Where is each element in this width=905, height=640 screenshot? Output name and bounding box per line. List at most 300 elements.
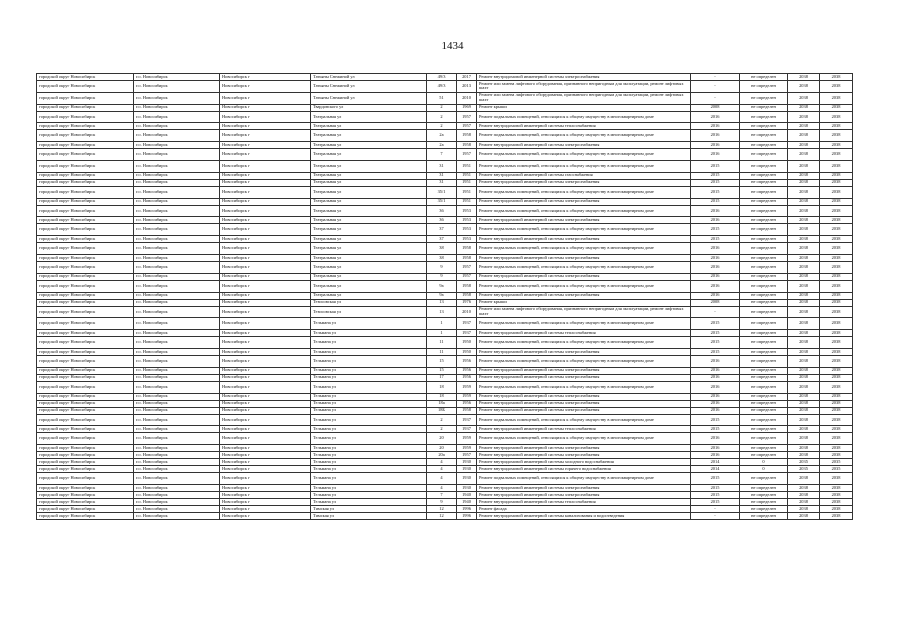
work-type-cell: Ремонт подвальных помещений, относящихся к общему имуществу в многоквартирном доме [477, 160, 691, 172]
house-number-cell: 2а [427, 142, 457, 149]
work-type-cell: Ремонт внутридомовой инженерной системы теплоснабжения [477, 330, 691, 337]
work-type-cell: Ремонт подвальных помещений, относящихся к общему имуществу в многоквартирном доме [477, 381, 691, 393]
work-type-cell: Ремонт внутридомовой инженерной системы электроснабжения [477, 374, 691, 381]
work-type-cell: Ремонт подвальных помещений, относящихся к общему имуществу в многоквартирном доме [477, 337, 691, 349]
plan-end-cell: 2038 [820, 330, 853, 337]
table-row [37, 217, 853, 224]
plan-end-cell: 2038 [820, 74, 853, 81]
house-number-cell: 13 [427, 299, 457, 306]
plan-start-cell: 2038 [788, 498, 820, 505]
settlement-cell: Новосибирск г [220, 337, 311, 349]
plan-end-cell: 2038 [820, 484, 853, 491]
status-cell: не определен [740, 330, 788, 337]
street-cell: Театральная ул [311, 160, 427, 172]
street-cell: Театральная ул [311, 149, 427, 161]
year-cell: 1959 [457, 393, 477, 400]
year-cell: 1951 [457, 198, 477, 205]
plan-start-cell: 2038 [788, 280, 820, 292]
status-cell: не определен [740, 292, 788, 299]
municipality-cell: городской округ Новосибирск [37, 92, 134, 104]
work-type-cell: Ремонт подвальных помещений, относящихся к общему имуществу в многоквартирном доме [477, 205, 691, 217]
status-cell: не определен [740, 160, 788, 172]
work-type-cell: Ремонт внутридомовой инженерной системы электроснабжения [477, 292, 691, 299]
year-cell: 1958 [457, 407, 477, 414]
city-district-cell: г.о. Новосибирск [134, 104, 220, 111]
year-cell: 1940 [457, 498, 477, 505]
settlement-cell: Новосибирск г [220, 205, 311, 217]
house-number-cell: 15 [427, 367, 457, 374]
street-cell: Тимская ул [311, 512, 427, 519]
settlement-cell: Новосибирск г [220, 318, 311, 330]
table-row [37, 186, 853, 198]
house-number-cell: 49/3 [427, 74, 457, 81]
plan-end-cell: 2038 [820, 400, 853, 407]
year-cell: 1937 [457, 426, 477, 433]
settlement-cell: Новосибирск г [220, 445, 311, 452]
municipality-cell: городской округ Новосибирск [37, 381, 134, 393]
year-cell: 1996 [457, 505, 477, 512]
settlement-cell: Новосибирск г [220, 160, 311, 172]
work-type-cell: Ремонт внутридомовой инженерной системы теплоснабжения [477, 498, 691, 505]
settlement-cell: Новосибирск г [220, 491, 311, 498]
status-cell: не определен [740, 426, 788, 433]
street-cell: Тельмана ул [311, 414, 427, 426]
municipality-cell: городской округ Новосибирск [37, 348, 134, 355]
settlement-cell: Новосибирск г [220, 407, 311, 414]
status-cell: не определен [740, 224, 788, 236]
work-type-cell: Ремонт подвальных помещений, относящихся к общему имуществу в многоквартирном доме [477, 130, 691, 142]
year-cell: 1930 [457, 466, 477, 473]
city-district-cell: г.о. Новосибирск [134, 254, 220, 261]
city-district-cell: г.о. Новосибирск [134, 130, 220, 142]
street-cell: Тельмана ул [311, 452, 427, 459]
last-repair-year-cell: 2015 [691, 160, 740, 172]
status-cell: не определен [740, 452, 788, 459]
settlement-cell: Новосибирск г [220, 254, 311, 261]
work-type-cell: Ремонт внутридомовой инженерной системы электроснабжения [477, 273, 691, 280]
settlement-cell: Новосибирск г [220, 224, 311, 236]
street-cell: Тельмана ул [311, 473, 427, 485]
work-type-cell: Ремонт подвальных помещений, относящихся к общему имуществу в многоквартирном доме [477, 261, 691, 273]
street-cell: Тимская ул [311, 505, 427, 512]
street-cell: Тельмана ул [311, 498, 427, 505]
city-district-cell: г.о. Новосибирск [134, 407, 220, 414]
year-cell: 2013 [457, 81, 477, 93]
plan-end-cell: 2038 [820, 104, 853, 111]
status-cell: не определен [740, 484, 788, 491]
status-cell: не определен [740, 498, 788, 505]
last-repair-year-cell: 2008 [691, 104, 740, 111]
house-number-cell: 38 [427, 243, 457, 255]
city-district-cell: г.о. Новосибирск [134, 179, 220, 186]
house-number-cell: 20 [427, 445, 457, 452]
table-row [37, 172, 853, 179]
plan-end-cell: 2038 [820, 512, 853, 519]
status-cell: не определен [740, 123, 788, 130]
last-repair-year-cell: 2016 [691, 374, 740, 381]
work-type-cell: Ремонт внутридомовой инженерной системы теплоснабжения [477, 426, 691, 433]
city-district-cell: г.о. Новосибирск [134, 473, 220, 485]
table-row [37, 299, 853, 306]
street-cell: Театральная ул [311, 172, 427, 179]
city-district-cell: г.о. Новосибирск [134, 452, 220, 459]
street-cell: Театральная ул [311, 123, 427, 130]
work-type-cell: Ремонт подвальных помещений, относящихся к общему имуществу в многоквартирном доме [477, 433, 691, 445]
plan-start-cell: 2038 [788, 473, 820, 485]
table-row [37, 123, 853, 130]
year-cell: 1957 [457, 261, 477, 273]
work-type-cell: Ремонт внутридомовой инженерной системы электроснабжения [477, 400, 691, 407]
plan-start-cell: 2038 [788, 299, 820, 306]
street-cell: Театральная ул [311, 243, 427, 255]
year-cell: 1953 [457, 224, 477, 236]
last-repair-year-cell: 2016 [691, 445, 740, 452]
year-cell: 1956 [457, 374, 477, 381]
plan-start-cell: 2038 [788, 348, 820, 355]
last-repair-year-cell: 2015 [691, 198, 740, 205]
settlement-cell: Новосибирск г [220, 142, 311, 149]
work-type-cell: Ремонт внутридомовой инженерной системы электроснабжения [477, 484, 691, 491]
city-district-cell: г.о. Новосибирск [134, 433, 220, 445]
street-cell: Тельмана ул [311, 459, 427, 466]
plan-end-cell: 2038 [820, 445, 853, 452]
status-cell: не определен [740, 381, 788, 393]
street-cell: Театральная ул [311, 280, 427, 292]
work-type-cell: Ремонт фасада [477, 505, 691, 512]
house-number-cell: 4 [427, 466, 457, 473]
plan-start-cell: 2038 [788, 172, 820, 179]
year-cell: 1950 [457, 337, 477, 349]
street-cell: Театральная ул [311, 142, 427, 149]
city-district-cell: г.о. Новосибирск [134, 111, 220, 123]
last-repair-year-cell: - [691, 74, 740, 81]
municipality-cell: городской округ Новосибирск [37, 459, 134, 466]
year-cell: 1959 [457, 433, 477, 445]
house-number-cell: 9 [427, 498, 457, 505]
municipality-cell: городской округ Новосибирск [37, 367, 134, 374]
work-type-cell: Ремонт внутридомовой инженерной системы газоснабжения [477, 172, 691, 179]
status-cell: не определен [740, 306, 788, 318]
city-district-cell: г.о. Новосибирск [134, 306, 220, 318]
status-cell: не определен [740, 400, 788, 407]
municipality-cell: городской округ Новосибирск [37, 186, 134, 198]
last-repair-year-cell: 2015 [691, 179, 740, 186]
city-district-cell: г.о. Новосибирск [134, 318, 220, 330]
house-number-cell: 18а [427, 400, 457, 407]
city-district-cell: г.о. Новосибирск [134, 299, 220, 306]
plan-start-cell: 2038 [788, 142, 820, 149]
municipality-cell: городской округ Новосибирск [37, 407, 134, 414]
status-cell: не определен [740, 130, 788, 142]
street-cell: Тельмана ул [311, 393, 427, 400]
table-row [37, 273, 853, 280]
plan-end-cell: 2038 [820, 318, 853, 330]
plan-end-cell: 2038 [820, 81, 853, 93]
year-cell: 1956 [457, 400, 477, 407]
last-repair-year-cell: 2016 [691, 205, 740, 217]
last-repair-year-cell: 2016 [691, 254, 740, 261]
last-repair-year-cell: 2015 [691, 498, 740, 505]
table-row [37, 407, 853, 414]
table-row [37, 149, 853, 161]
house-number-cell: 38 [427, 254, 457, 261]
table-row [37, 160, 853, 172]
plan-start-cell: 2038 [788, 433, 820, 445]
year-cell: 1953 [457, 217, 477, 224]
year-cell: 2010 [457, 306, 477, 318]
plan-start-cell: 2038 [788, 318, 820, 330]
year-cell: 1957 [457, 149, 477, 161]
municipality-cell: городской округ Новосибирск [37, 393, 134, 400]
municipality-cell: городской округ Новосибирск [37, 473, 134, 485]
plan-end-cell: 2038 [820, 160, 853, 172]
municipality-cell: городской округ Новосибирск [37, 498, 134, 505]
city-district-cell: г.о. Новосибирск [134, 414, 220, 426]
street-cell: Татьяны Снежиной ул [311, 92, 427, 104]
year-cell: 1930 [457, 473, 477, 485]
plan-end-cell: 2038 [820, 337, 853, 349]
settlement-cell: Новосибирск г [220, 330, 311, 337]
plan-start-cell: 2038 [788, 198, 820, 205]
status-cell: не определен [740, 205, 788, 217]
municipality-cell: городской округ Новосибирск [37, 512, 134, 519]
settlement-cell: Новосибирск г [220, 381, 311, 393]
plan-end-cell: 2038 [820, 243, 853, 255]
settlement-cell: Новосибирск г [220, 149, 311, 161]
plan-start-cell: 2038 [788, 491, 820, 498]
status-cell: не определен [740, 198, 788, 205]
settlement-cell: Новосибирск г [220, 217, 311, 224]
work-type-cell: Ремонт внутридомовой инженерной системы электроснабжения [477, 367, 691, 374]
municipality-cell: городской округ Новосибирск [37, 414, 134, 426]
work-type-cell: Ремонт внутридомовой инженерной системы канализования и водоотведения [477, 512, 691, 519]
plan-start-cell: 2038 [788, 355, 820, 367]
work-type-cell: Ремонт внутридомовой инженерной системы электроснабжения [477, 236, 691, 243]
status-cell: не определен [740, 473, 788, 485]
table-row [37, 330, 853, 337]
street-cell: Тельмана ул [311, 374, 427, 381]
plan-end-cell: 2038 [820, 374, 853, 381]
work-type-cell: Ремонт внутридомовой инженерной системы теплоснабжения [477, 123, 691, 130]
year-cell: 1956 [457, 367, 477, 374]
municipality-cell: городской округ Новосибирск [37, 491, 134, 498]
house-number-cell: 4 [427, 484, 457, 491]
table-row [37, 505, 853, 512]
plan-start-cell: 2038 [788, 205, 820, 217]
city-district-cell: г.о. Новосибирск [134, 459, 220, 466]
settlement-cell: Новосибирск г [220, 426, 311, 433]
plan-end-cell: 2038 [820, 381, 853, 393]
plan-start-cell: 2038 [788, 217, 820, 224]
house-number-cell: 12 [427, 505, 457, 512]
plan-start-cell: 2035 [788, 466, 820, 473]
city-district-cell: г.о. Новосибирск [134, 280, 220, 292]
table-row [37, 414, 853, 426]
table-row [37, 81, 853, 93]
settlement-cell: Новосибирск г [220, 355, 311, 367]
last-repair-year-cell: 2015 [691, 172, 740, 179]
municipality-cell: городской округ Новосибирск [37, 445, 134, 452]
city-district-cell: г.о. Новосибирск [134, 243, 220, 255]
work-type-cell: Ремонт подвальных помещений, относящихся к общему имуществу в многоквартирном доме [477, 224, 691, 236]
table-row [37, 236, 853, 243]
table-row [37, 374, 853, 381]
street-cell: Театральная ул [311, 273, 427, 280]
table-row [37, 224, 853, 236]
plan-end-cell: 2038 [820, 261, 853, 273]
city-district-cell: г.о. Новосибирск [134, 355, 220, 367]
work-type-cell: Ремонт внутридомовой инженерной системы электроснабжения [477, 217, 691, 224]
status-cell: не определен [740, 318, 788, 330]
city-district-cell: г.о. Новосибирск [134, 466, 220, 473]
work-type-cell: Ремонт подвальных помещений, относящихся к общему имуществу в многоквартирном доме [477, 355, 691, 367]
house-number-cell: 7 [427, 149, 457, 161]
municipality-cell: городской округ Новосибирск [37, 273, 134, 280]
plan-end-cell: 2038 [820, 414, 853, 426]
status-cell: не определен [740, 433, 788, 445]
year-cell: 1951 [457, 179, 477, 186]
table-row [37, 348, 853, 355]
municipality-cell: городской округ Новосибирск [37, 217, 134, 224]
plan-start-cell: 2038 [788, 160, 820, 172]
plan-end-cell: 2038 [820, 217, 853, 224]
plan-start-cell: 2038 [788, 393, 820, 400]
house-number-cell: 15 [427, 355, 457, 367]
plan-start-cell: 2038 [788, 400, 820, 407]
plan-start-cell: 2035 [788, 459, 820, 466]
street-cell: Тельмана ул [311, 426, 427, 433]
house-number-cell: 35/1 [427, 186, 457, 198]
street-cell: Театральная ул [311, 186, 427, 198]
last-repair-year-cell: 2008 [691, 299, 740, 306]
last-repair-year-cell: 2014 [691, 466, 740, 473]
year-cell: 1958 [457, 130, 477, 142]
table-row [37, 491, 853, 498]
street-cell: Театральная ул [311, 111, 427, 123]
table-row [37, 355, 853, 367]
settlement-cell: Новосибирск г [220, 198, 311, 205]
status-cell: не определен [740, 186, 788, 198]
last-repair-year-cell: 2016 [691, 400, 740, 407]
city-district-cell: г.о. Новосибирск [134, 261, 220, 273]
year-cell: 1951 [457, 160, 477, 172]
municipality-cell: городской округ Новосибирск [37, 236, 134, 243]
plan-start-cell: 2038 [788, 111, 820, 123]
work-type-cell: Ремонт подвальных помещений, относящихся к общему имуществу в многоквартирном доме [477, 111, 691, 123]
settlement-cell: Новосибирск г [220, 433, 311, 445]
table-row [37, 466, 853, 473]
municipality-cell: городской округ Новосибирск [37, 142, 134, 149]
plan-start-cell: 2038 [788, 292, 820, 299]
table-row [37, 243, 853, 255]
settlement-cell: Новосибирск г [220, 512, 311, 519]
house-number-cell: 1 [427, 330, 457, 337]
last-repair-year-cell: 2016 [691, 273, 740, 280]
city-district-cell: г.о. Новосибирск [134, 142, 220, 149]
last-repair-year-cell: 2015 [691, 186, 740, 198]
work-type-cell: Ремонт внутридомовой инженерной системы электроснабжения [477, 254, 691, 261]
last-repair-year-cell: 2016 [691, 111, 740, 123]
table-row [37, 254, 853, 261]
work-type-cell: Ремонт внутридомовой инженерной системы электроснабжения [477, 74, 691, 81]
table-row [37, 484, 853, 491]
settlement-cell: Новосибирск г [220, 348, 311, 355]
municipality-cell: городской округ Новосибирск [37, 299, 134, 306]
house-number-cell: 13 [427, 306, 457, 318]
street-cell: Тельмана ул [311, 337, 427, 349]
street-cell: Тельмана ул [311, 484, 427, 491]
street-cell: Тельмана ул [311, 367, 427, 374]
plan-start-cell: 2038 [788, 374, 820, 381]
municipality-cell: городской округ Новосибирск [37, 160, 134, 172]
municipality-cell: городской округ Новосибирск [37, 318, 134, 330]
table-row [37, 337, 853, 349]
city-district-cell: г.о. Новосибирск [134, 172, 220, 179]
table-row [37, 205, 853, 217]
last-repair-year-cell: 2016 [691, 123, 740, 130]
plan-start-cell: 2038 [788, 367, 820, 374]
plan-start-cell: 2038 [788, 414, 820, 426]
municipality-cell: городской округ Новосибирск [37, 205, 134, 217]
last-repair-year-cell: 2015 [691, 484, 740, 491]
house-number-cell: 31 [427, 179, 457, 186]
plan-end-cell: 2038 [820, 123, 853, 130]
city-district-cell: г.о. Новосибирск [134, 198, 220, 205]
house-number-cell: 37 [427, 236, 457, 243]
last-repair-year-cell: 2015 [691, 330, 740, 337]
plan-end-cell: 2038 [820, 273, 853, 280]
year-cell: 2010 [457, 92, 477, 104]
work-type-cell: Ремонт внутридомовой инженерной системы горячего водоснабжения [477, 466, 691, 473]
last-repair-year-cell: 2016 [691, 292, 740, 299]
house-number-cell: 9 [427, 261, 457, 273]
last-repair-year-cell: 2016 [691, 149, 740, 161]
street-cell: Тезисовская ул [311, 306, 427, 318]
status-cell: не определен [740, 261, 788, 273]
last-repair-year-cell: 2016 [691, 452, 740, 459]
last-repair-year-cell: 2016 [691, 280, 740, 292]
year-cell: 1930 [457, 459, 477, 466]
table-row [37, 130, 853, 142]
plan-start-cell: 2038 [788, 452, 820, 459]
plan-end-cell: 2038 [820, 306, 853, 318]
settlement-cell: Новосибирск г [220, 400, 311, 407]
last-repair-year-cell: - [691, 505, 740, 512]
plan-end-cell: 2038 [820, 142, 853, 149]
last-repair-year-cell: - [691, 81, 740, 93]
house-number-cell: 9а [427, 280, 457, 292]
last-repair-year-cell: 2016 [691, 407, 740, 414]
table-row [37, 198, 853, 205]
city-district-cell: г.о. Новосибирск [134, 273, 220, 280]
status-cell: не определен [740, 414, 788, 426]
last-repair-year-cell: 2015 [691, 426, 740, 433]
plan-end-cell: 2038 [820, 473, 853, 485]
house-number-cell: 20 [427, 433, 457, 445]
municipality-cell: городской округ Новосибирск [37, 355, 134, 367]
municipality-cell: городской округ Новосибирск [37, 123, 134, 130]
status-cell: не определен [740, 505, 788, 512]
table-row [37, 393, 853, 400]
table-row [37, 306, 853, 318]
settlement-cell: Новосибирск г [220, 374, 311, 381]
plan-start-cell: 2038 [788, 236, 820, 243]
settlement-cell: Новосибирск г [220, 186, 311, 198]
municipality-cell: городской округ Новосибирск [37, 452, 134, 459]
year-cell: 1953 [457, 205, 477, 217]
year-cell: 1958 [457, 243, 477, 255]
last-repair-year-cell: 2016 [691, 367, 740, 374]
